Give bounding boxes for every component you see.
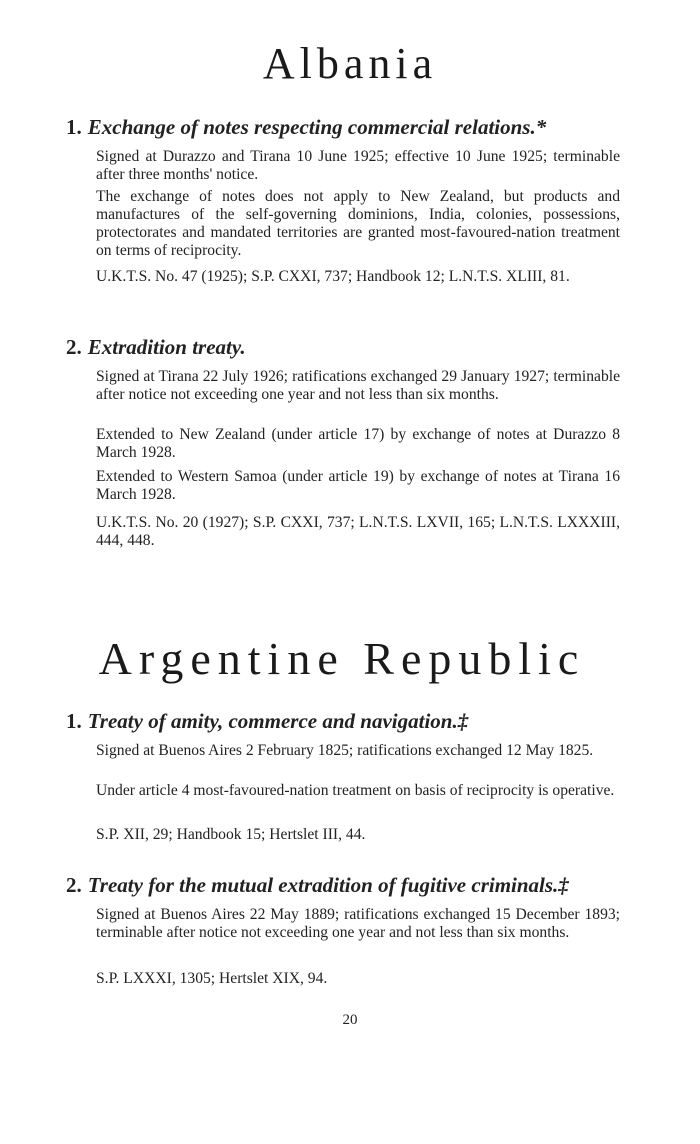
treaty-paragraph: Signed at Tirana 22 July 1926; ratifications exchanged 29 January 1927; terminable after notice not exceeding one year and not less than six months.	[96, 368, 620, 403]
country-heading-albania: Albania	[262, 39, 438, 88]
country-heading-argentine-republic: Argentine Republic	[98, 633, 586, 684]
treaty-number: 2.	[66, 873, 82, 897]
treaty-paragraph: Extended to New Zealand (under article 17) by exchange of notes at Durazzo 8 March 1928.	[96, 426, 620, 461]
treaty-paragraph: Signed at Buenos Aires 2 February 1825; ratifications exchanged 12 May 1825.	[96, 742, 594, 759]
treaty-title	[66, 872, 626, 898]
treaty-name: Treaty for the mutual extradition of fugitive criminals.‡	[87, 873, 569, 897]
treaty-number: 1.	[66, 709, 82, 733]
treaty-number: 2.	[66, 335, 82, 359]
treaty-title	[66, 114, 626, 140]
treaty-reference: S.P. XII, 29; Handbook 15; Hertslet III, 44.	[96, 826, 366, 843]
treaty-paragraph: The exchange of notes does not apply to New Zealand, but products and manufactures of the self-governing dominions, India, colonies, possessions, protectorates and mandated territories are granted most-favoured-nation treatment on terms of reciprocity.	[96, 188, 620, 259]
treaty-paragraph: Signed at Durazzo and Tirana 10 June 1925; effective 10 June 1925; terminable after three months' notice.	[96, 148, 620, 183]
treaty-paragraph: Signed at Buenos Aires 22 May 1889; ratifications exchanged 15 December 1893; terminable after notice not exceeding one year and not less than six months.	[96, 906, 620, 941]
treaty-name: Treaty of amity, commerce and navigation.‡	[87, 709, 469, 733]
treaty-reference: U.K.T.S. No. 47 (1925); S.P. CXXI, 737; Handbook 12; L.N.T.S. XLIII, 81.	[96, 268, 570, 285]
treaty-title	[66, 334, 626, 360]
treaty-paragraph: Extended to Western Samoa (under article 19) by exchange of notes at Tirana 16 March 1928.	[96, 468, 620, 503]
treaty-title	[66, 708, 626, 734]
treaty-name: Exchange of notes respecting commercial relations.*	[87, 115, 547, 139]
page-number: 20	[342, 1012, 358, 1028]
treaty-reference: S.P. LXXXI, 1305; Hertslet XIX, 94.	[96, 970, 328, 987]
treaty-paragraph: Under article 4 most-favoured-nation treatment on basis of reciprocity is operative.	[96, 782, 615, 799]
treaty-reference: U.K.T.S. No. 20 (1927); S.P. CXXI, 737; L.N.T.S. LXVII, 165; L.N.T.S. LXXXIII, 444, 448.	[96, 514, 620, 549]
treaty-number: 1.	[66, 115, 82, 139]
treaty-name: Extradition treaty.	[87, 335, 246, 359]
